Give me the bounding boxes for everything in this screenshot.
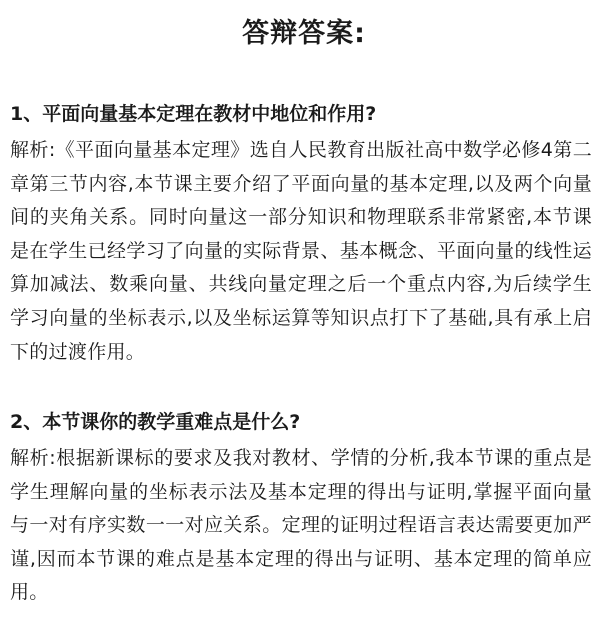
answer-1: 解析:《平面向量基本定理》选自人民教育出版社高中数学必修4第二章第三节内容,本节课主要介绍了平面向量的基本定理,以及两个向量间的夹角关系。同时向量这一部分知识和物理联系非常紧密,本节课是在学生已经学习了向量的实际背景、基本概念、平面向量的线性运算加减法、数乘向量、共线向量定理之后一个重点内容,为后续学生学习向量的坐标表示,以及坐标运算等知识点打下了基础,具有承上启下的过渡作用。 [10,139,592,363]
page-title: 答辩答案: [242,18,366,49]
qa-section-1 [10,98,592,369]
question-1: 1、平面向量基本定理在教材中地位和作用? [10,103,377,125]
question-2: 2、本节课你的教学重难点是什么? [10,411,301,433]
answer-2: 解析:根据新课标的要求及我对教材、学情的分析,我本节课的重点是学生理解向量的坐标表示法及基本定理的得出与证明,掌握平面向量与一对有序实数一一对应关系。定理的证明过程语言表达需要更加严谨,因而本节课的难点是基本定理的得出与证明、基本定理的简单应用。 [10,447,592,604]
qa-section-2 [10,406,592,610]
